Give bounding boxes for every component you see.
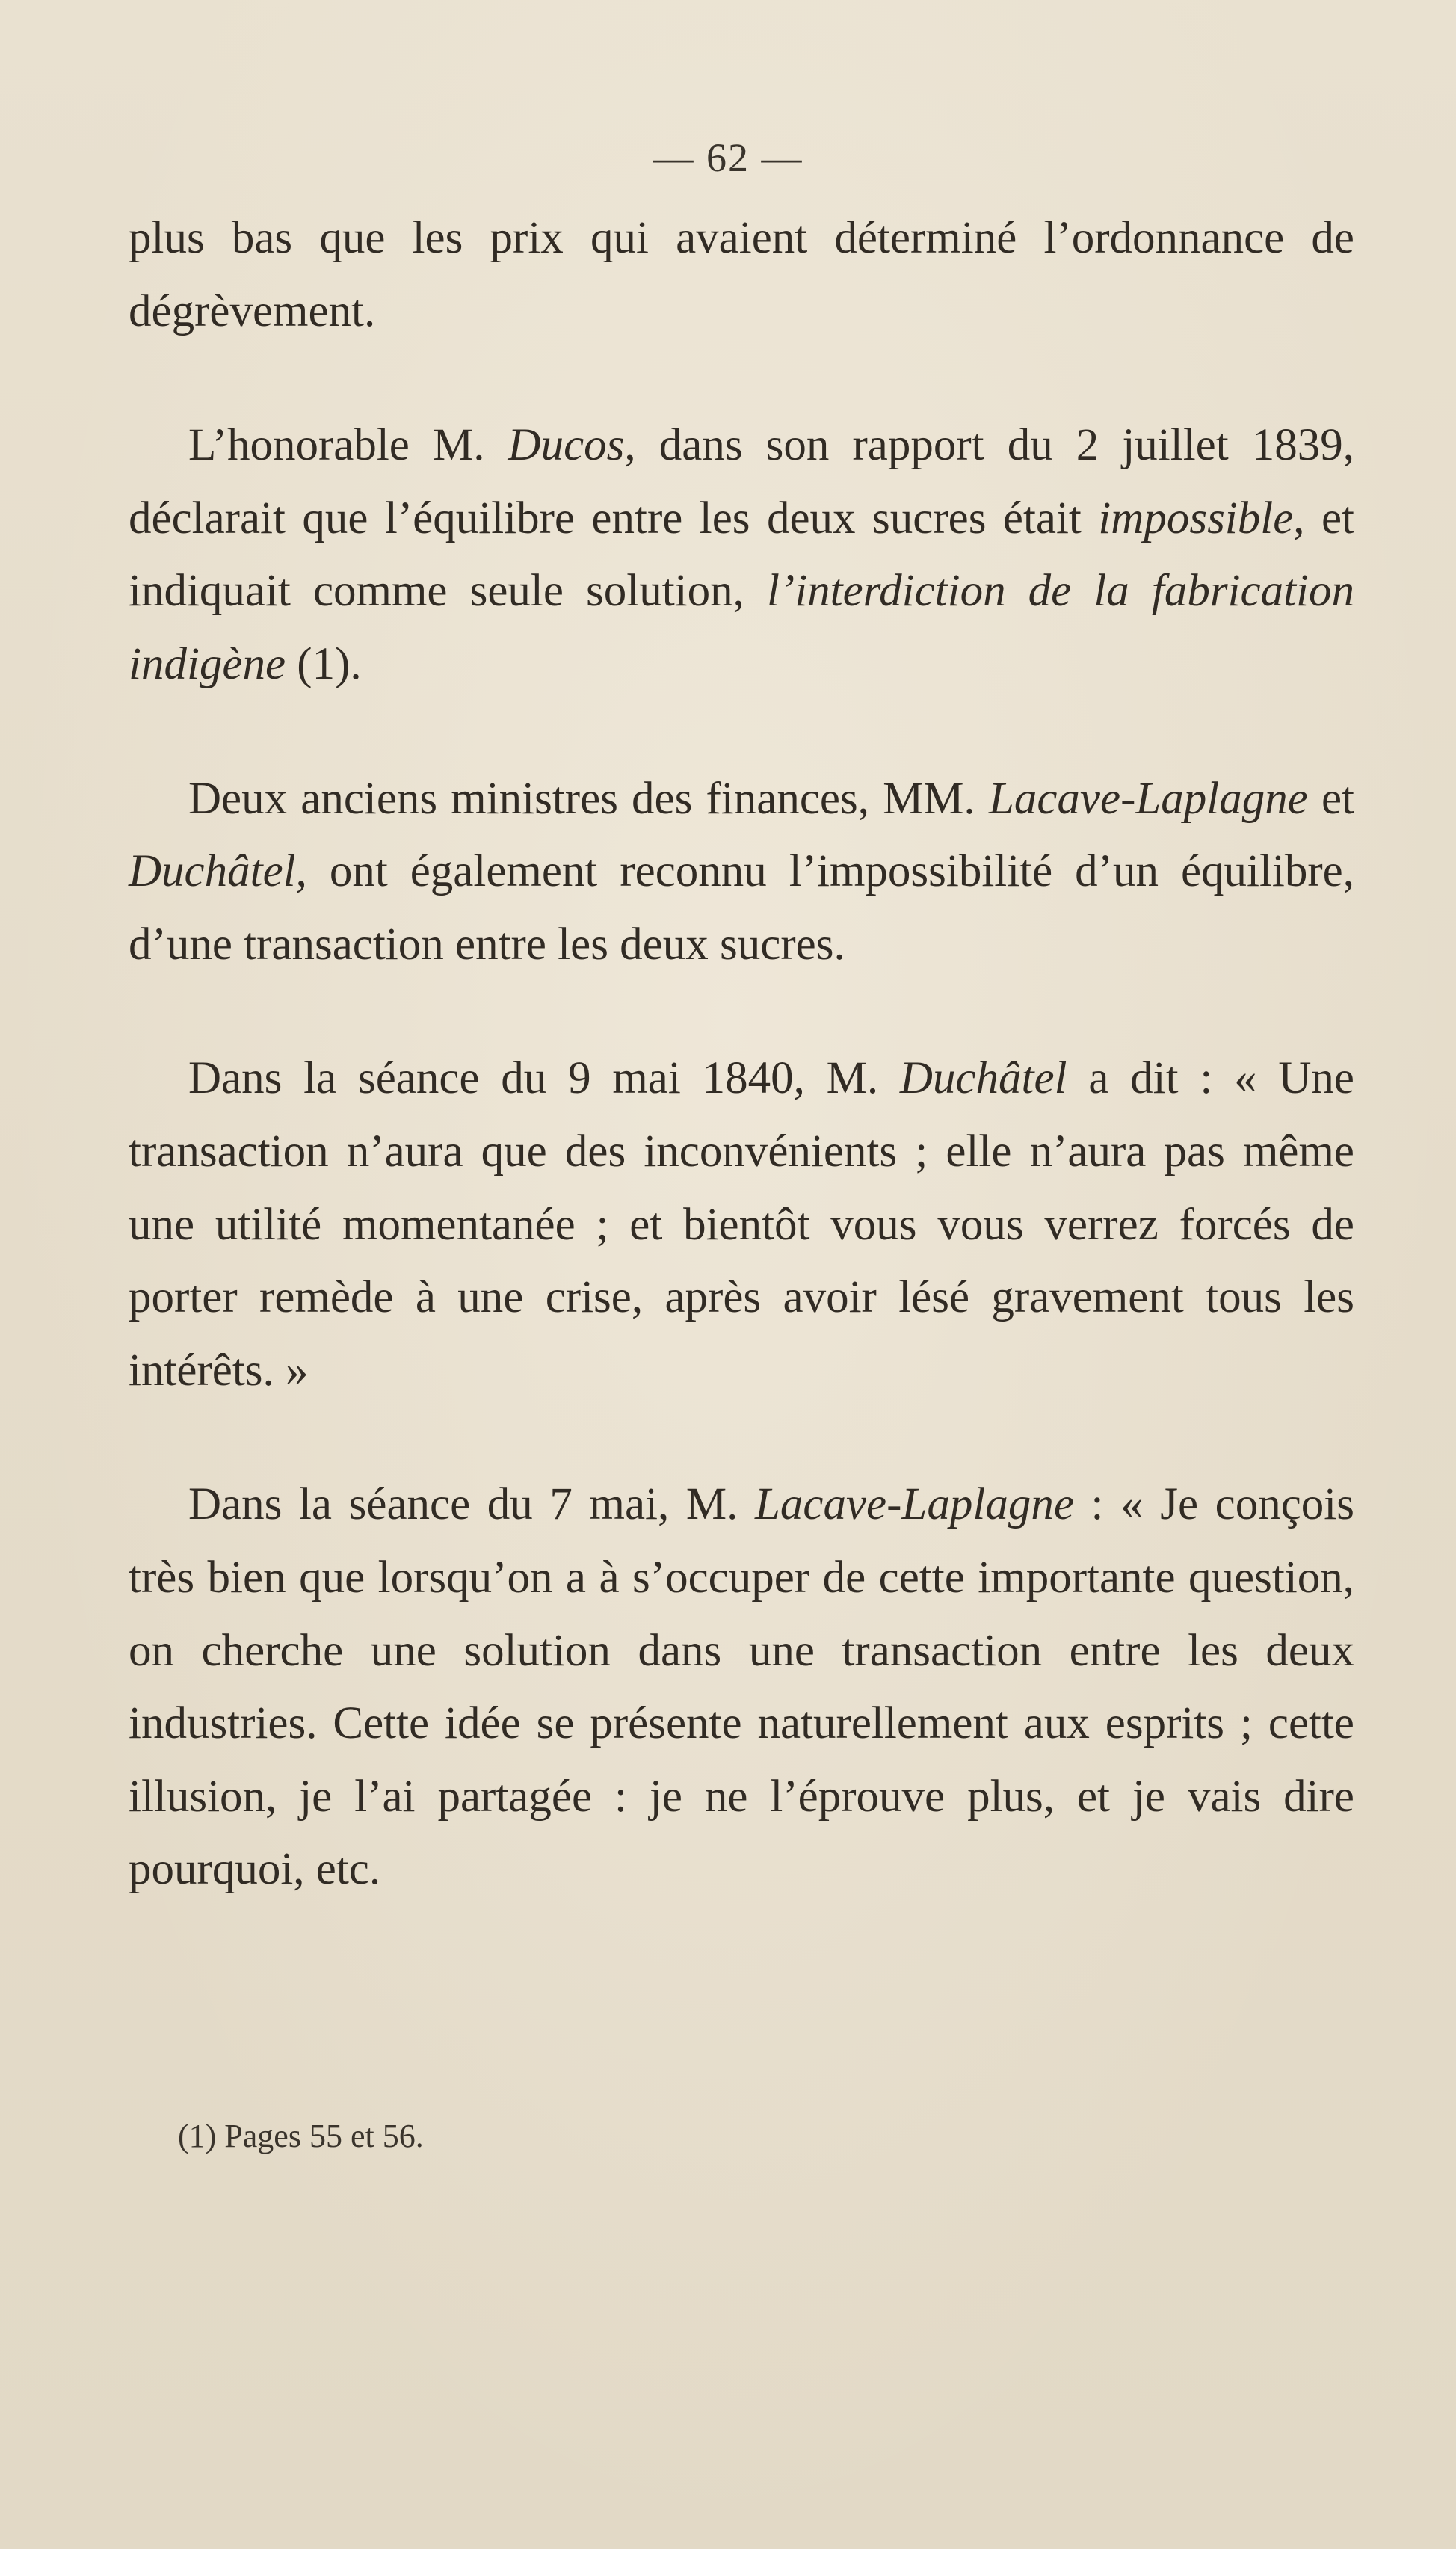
paragraph-3-name-duchatel: Duchâtel	[129, 846, 296, 897]
paragraph-3-text-c: et	[1307, 773, 1354, 824]
paragraph-5-text-c: : « Je conçois très bien que lorsqu’on a à s’occuper de cette importante question, on cherche une solution dans une transaction entre les deux industries. Cette idée se présente naturellement aux esprits ; cette illusion, je l’ai partagée : je ne l’éprouve plus, et je vais dire pourquoi, etc.	[129, 1479, 1354, 1895]
paragraph-2-name-ducos: Ducos	[508, 420, 625, 471]
body-text	[129, 202, 1354, 1906]
paragraph-5-name-lacave-laplagne: Lacave-Laplagne	[754, 1479, 1074, 1530]
paragraph-4-name-duchatel: Duchâtel	[899, 1053, 1067, 1104]
paragraph-2-emphasis-impossible: impossible	[1098, 493, 1294, 543]
paragraph-4	[129, 1042, 1354, 1407]
paragraph-4-text-c: a dit : « Une transaction n’aura que des inconvénients ; elle n’aura pas même une utilité momentanée ; et bientôt vous vous verrez forcés de porter remède à une crise, après avoir lésé gravement tous les intérêts. »	[129, 1053, 1355, 1396]
paragraph-2-text-e: , et indiquait comme seule solution,	[129, 493, 1354, 617]
paragraph-2-footnote-ref: (1).	[286, 638, 362, 689]
paragraph-2-emphasis-interdiction: l’interdiction de la fabrication indigène	[129, 566, 1354, 689]
footnote: (1) Pages 55 et 56.	[178, 2118, 424, 2154]
paragraph-1-text: plus bas que les prix qui avaient déterminé l’ordonnance de dégrèvement.	[129, 213, 1354, 336]
paragraph-2-text-c: , dans son rapport du 2 juillet 1839, déclarait que l’équilibre entre les deux sucres était	[129, 420, 1355, 543]
paragraph-1	[129, 202, 1354, 348]
paragraph-5-text-a: Dans la séance du 7 mai, M.	[188, 1479, 755, 1530]
paragraph-2-text-a: L’honorable M.	[188, 420, 508, 471]
paragraph-3-text-e: , ont également reconnu l’impossibilité d’un équilibre, d’une transaction entre les deux sucres.	[129, 846, 1354, 970]
paragraph-4-text-a: Dans la séance du 9 mai 1840, M.	[188, 1053, 900, 1104]
paragraph-5	[129, 1468, 1354, 1906]
page-number: — 62 —	[653, 135, 803, 180]
paragraph-3-name-lacave-laplagne: Lacave-Laplagne	[988, 773, 1308, 824]
paragraph-2	[129, 409, 1354, 700]
paragraph-3	[129, 762, 1354, 981]
paragraph-3-text-a: Deux anciens ministres des finances, MM.	[188, 773, 989, 824]
